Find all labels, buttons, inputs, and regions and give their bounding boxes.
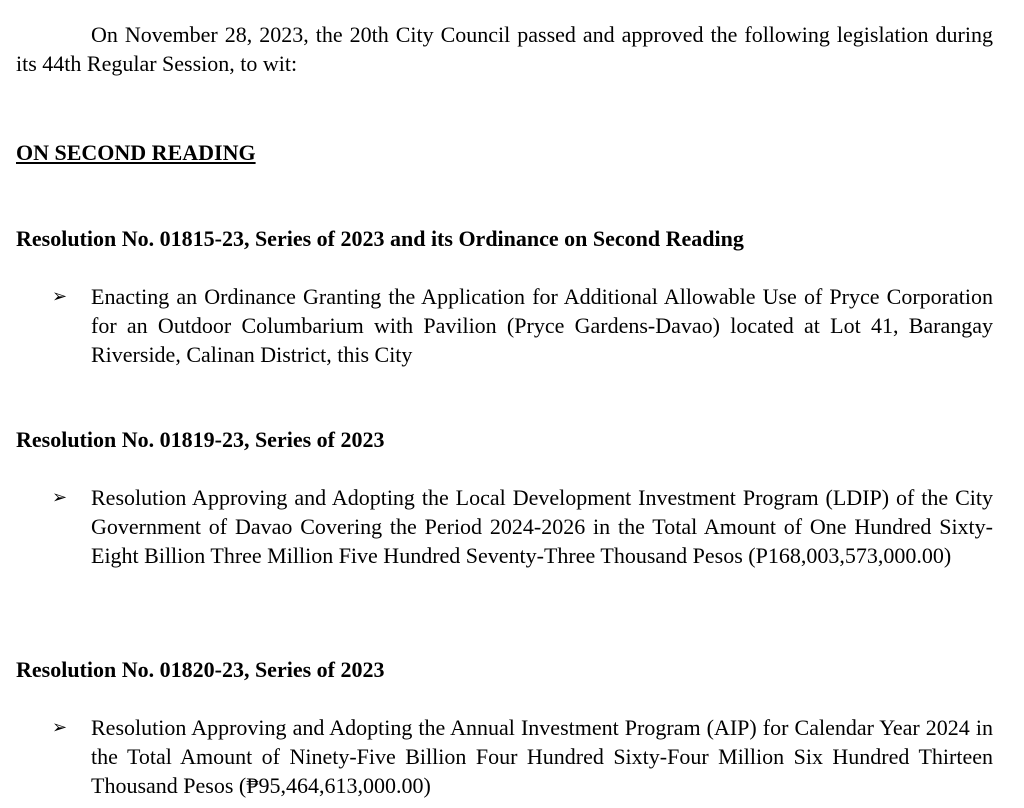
resolution-description: Resolution Approving and Adopting the Annual Investment Program (AIP) for Calendar Year 2024 in the Total Amount of Ninety-Five Billion Four Hundred Sixty-Four Million Six Hundred Thirteen Thousand Pesos (₱95,464,613,000.00)	[91, 715, 993, 798]
resolution-title: Resolution No. 01820-23, Series of 2023	[16, 657, 385, 682]
arrowhead-bullet-icon: ➢	[52, 717, 68, 738]
resolution-title: Resolution No. 01819-23, Series of 2023	[16, 427, 385, 452]
resolution-title: Resolution No. 01815-23, Series of 2023 and its Ordinance on Second Reading	[16, 226, 744, 251]
arrowhead-bullet-icon: ➢	[52, 286, 68, 307]
intro-paragraph: On November 28, 2023, the 20th City Council passed and approved the following legislation during its 44th Regular Session, to wit:	[16, 22, 993, 76]
arrowhead-bullet-icon: ➢	[52, 487, 68, 508]
section-heading: ON SECOND READING	[16, 140, 256, 165]
resolution-description: Enacting an Ordinance Granting the Application for Additional Allowable Use of Pryce Corporation for an Outdoor Columbarium with Pavilion (Pryce Gardens-Davao) located at Lot 41, Barangay Riverside, Calinan District, this City	[91, 284, 993, 367]
resolution-description: Resolution Approving and Adopting the Local Development Investment Program (LDIP) of the City Government of Davao Covering the Period 2024-2026 in the Total Amount of One Hundred Sixty-Eight Billion Three Million Five Hundred Seventy-Three Thousand Pesos (P168,003,573,000.00)	[91, 485, 993, 568]
